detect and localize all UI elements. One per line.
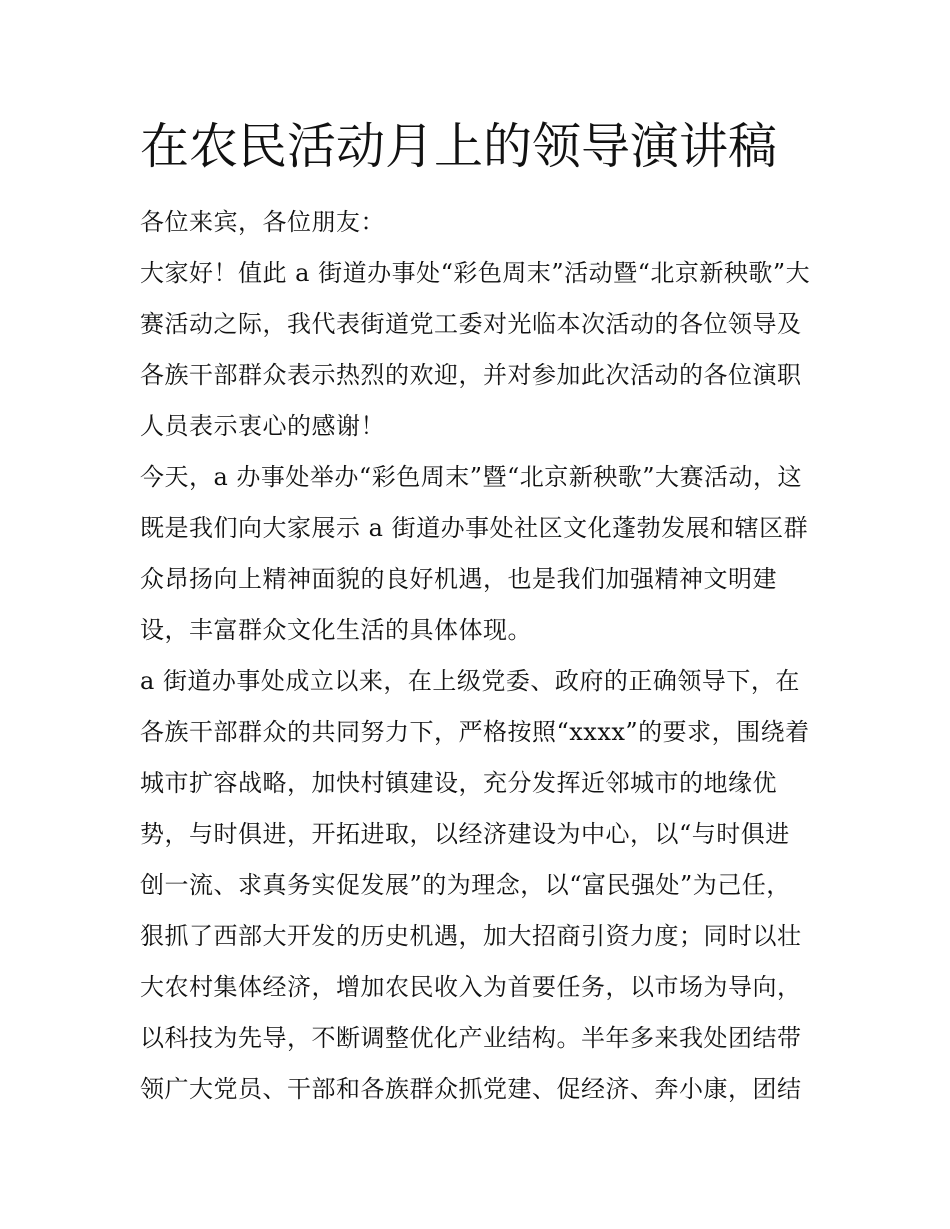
body-line: 众昂扬向上精神面貌的良好机遇，也是我们加强精神文明建: [140, 565, 777, 593]
document-body: [140, 197, 820, 1115]
body-line: 人员表示衷心的感谢！: [140, 412, 385, 440]
body-line: 各位来宾，各位朋友：: [140, 208, 385, 236]
body-line: 狠抓了西部大开发的历史机遇，加大招商引资力度；同时以壮: [140, 922, 802, 950]
body-line: 城市扩容战略，加快村镇建设，充分发挥近邻城市的地缘优: [140, 769, 777, 797]
body-line: 各族干部群众的共同努力下，严格按照“xxxx”的要求，围绕着: [140, 718, 810, 746]
body-line: 领广大党员、干部和各族群众抓党建、促经济、奔小康，团结: [140, 1075, 802, 1103]
body-line: 设，丰富群众文化生活的具体体现。: [140, 616, 532, 644]
body-line: 各族干部群众表示热烈的欢迎，并对参加此次活动的各位演职: [140, 361, 802, 389]
body-line: 势，与时俱进，开拓进取，以经济建设为中心，以“与时俱进: [140, 820, 790, 848]
body-line: 创一流、求真务实促发展”的为理念，以“富民强处”为己任，: [140, 871, 791, 899]
body-line: 以科技为先导，不断调整优化产业结构。半年多来我处团结带: [140, 1024, 802, 1052]
body-line: a 街道办事处成立以来，在上级党委、政府的正确领导下，在: [140, 667, 800, 695]
body-line: 大家好！值此 a 街道办事处“彩色周末”活动暨“北京新秧歌”大: [140, 259, 811, 287]
body-line: 今天，a 办事处举办“彩色周末”暨“北京新秧歌”大赛活动，这: [140, 463, 803, 491]
body-line: 既是我们向大家展示 a 街道办事处社区文化蓬勃发展和辖区群: [140, 514, 809, 542]
body-line: 大农村集体经济，增加农民收入为首要任务，以市场为导向，: [140, 973, 802, 1001]
body-line: 赛活动之际，我代表街道党工委对光临本次活动的各位领导及: [140, 310, 802, 338]
document-title: 在农民活动月上的领导演讲稿: [140, 118, 778, 175]
